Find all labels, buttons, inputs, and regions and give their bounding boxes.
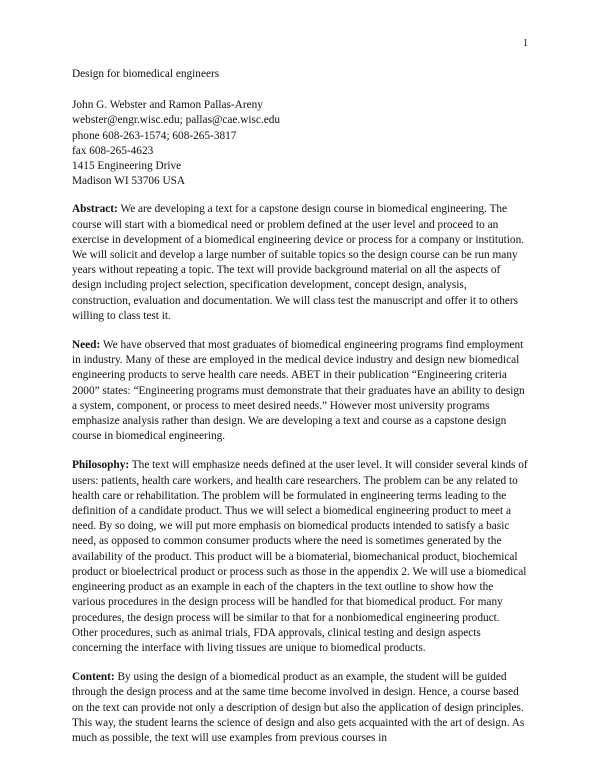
author-street: 1415 Engineering Drive bbox=[72, 160, 182, 173]
abstract-text: We are developing a text for a capstone design course in biomedical engineering. The course will start with a biomedical need or problem defined at the user level and proceed to an exercise in development of a biomedical engineering device or process for a company or institution. We will solicit and develop a large number of suitable topics so the design course can be run many years without repeating a topic. The text will provide background material on all the aspects of design including project selection, specification development, concept design, analysis, construction, evaluation and documentation. We will class test the manuscript and offer it to others willing to class test it. bbox=[72, 203, 525, 322]
content-label: Content: bbox=[72, 671, 115, 684]
document-title: Design for biomedical engineers bbox=[72, 68, 220, 80]
author-phone: phone 608-263-1574; 608-265-3817 bbox=[72, 129, 237, 142]
author-names: John G. Webster and Ramon Pallas-Areny bbox=[72, 99, 263, 112]
need-text: We have observed that most graduates of biomedical engineering programs find employment in industry. Many of these are employed in the medical device industry and design new biomedical engineering products to serve health care needs. ABET in their publication “Engineering criteria 2000” states: “Engineering programs must demonstrate that their graduates have an ability to design a system, component, or process to meet desired needs.” However most university programs emphasize analysis rather than design. We are developing a text and course as a capstone design course in biomedical engineering. bbox=[72, 339, 525, 443]
philosophy-section bbox=[72, 458, 528, 656]
abstract-label: Abstract: bbox=[72, 203, 118, 216]
need-label: Need: bbox=[72, 339, 101, 352]
document-body bbox=[72, 67, 528, 760]
philosophy-text: The text will emphasize needs defined at the user level. It will consider several kinds of users: patients, health care workers, and health care researchers. The problem can be any related to health care or rehabilitation. The problem will be formulated in engineering terms leading to the definition of a candidate product. Thus we will select a biomedical engineering product to meet a need. By so doing, we will put more emphasis on biomedical products intended to satisfy a basic need, as opposed to common consumer products where the need is sometimes generated by the availability of the product. This product will be a biomaterial, biomechanical product, biochemical product or bioelectrical product or process such as those in the appendix 2. We will use a biomedical engineering product as an example in each of the chapters in the text outline to show how the various procedures in the design process will be handled for that biomedical product. For many procedures, the design process will be similar to that for a nonbiomedical engineering product. Other procedures, such as animal trials, FDA approvals, clinical testing and design aspects concerning the interface with living tissues are unique to biomedical products. bbox=[72, 459, 528, 654]
author-city: Madison WI 53706 USA bbox=[72, 175, 186, 188]
author-block bbox=[72, 98, 528, 189]
content-section bbox=[72, 670, 528, 746]
abstract-section bbox=[72, 202, 528, 324]
philosophy-label: Philosophy: bbox=[72, 459, 130, 472]
content-text: By using the design of a biomedical product as an example, the student will be guided through the design process and at the same time become involved in design. Hence, a course based on the text can provide not only a description of design but also the application of design principles. This way, the student learns the science of design and also gets acquainted with the art of design. As much as possible, the text will use examples from previous courses in bbox=[72, 671, 525, 744]
author-fax: fax 608-265-4623 bbox=[72, 144, 154, 157]
need-section bbox=[72, 338, 528, 444]
page-number: 1 bbox=[523, 38, 528, 49]
author-emails: webster@engr.wisc.edu; pallas@cae.wisc.edu bbox=[72, 114, 281, 127]
